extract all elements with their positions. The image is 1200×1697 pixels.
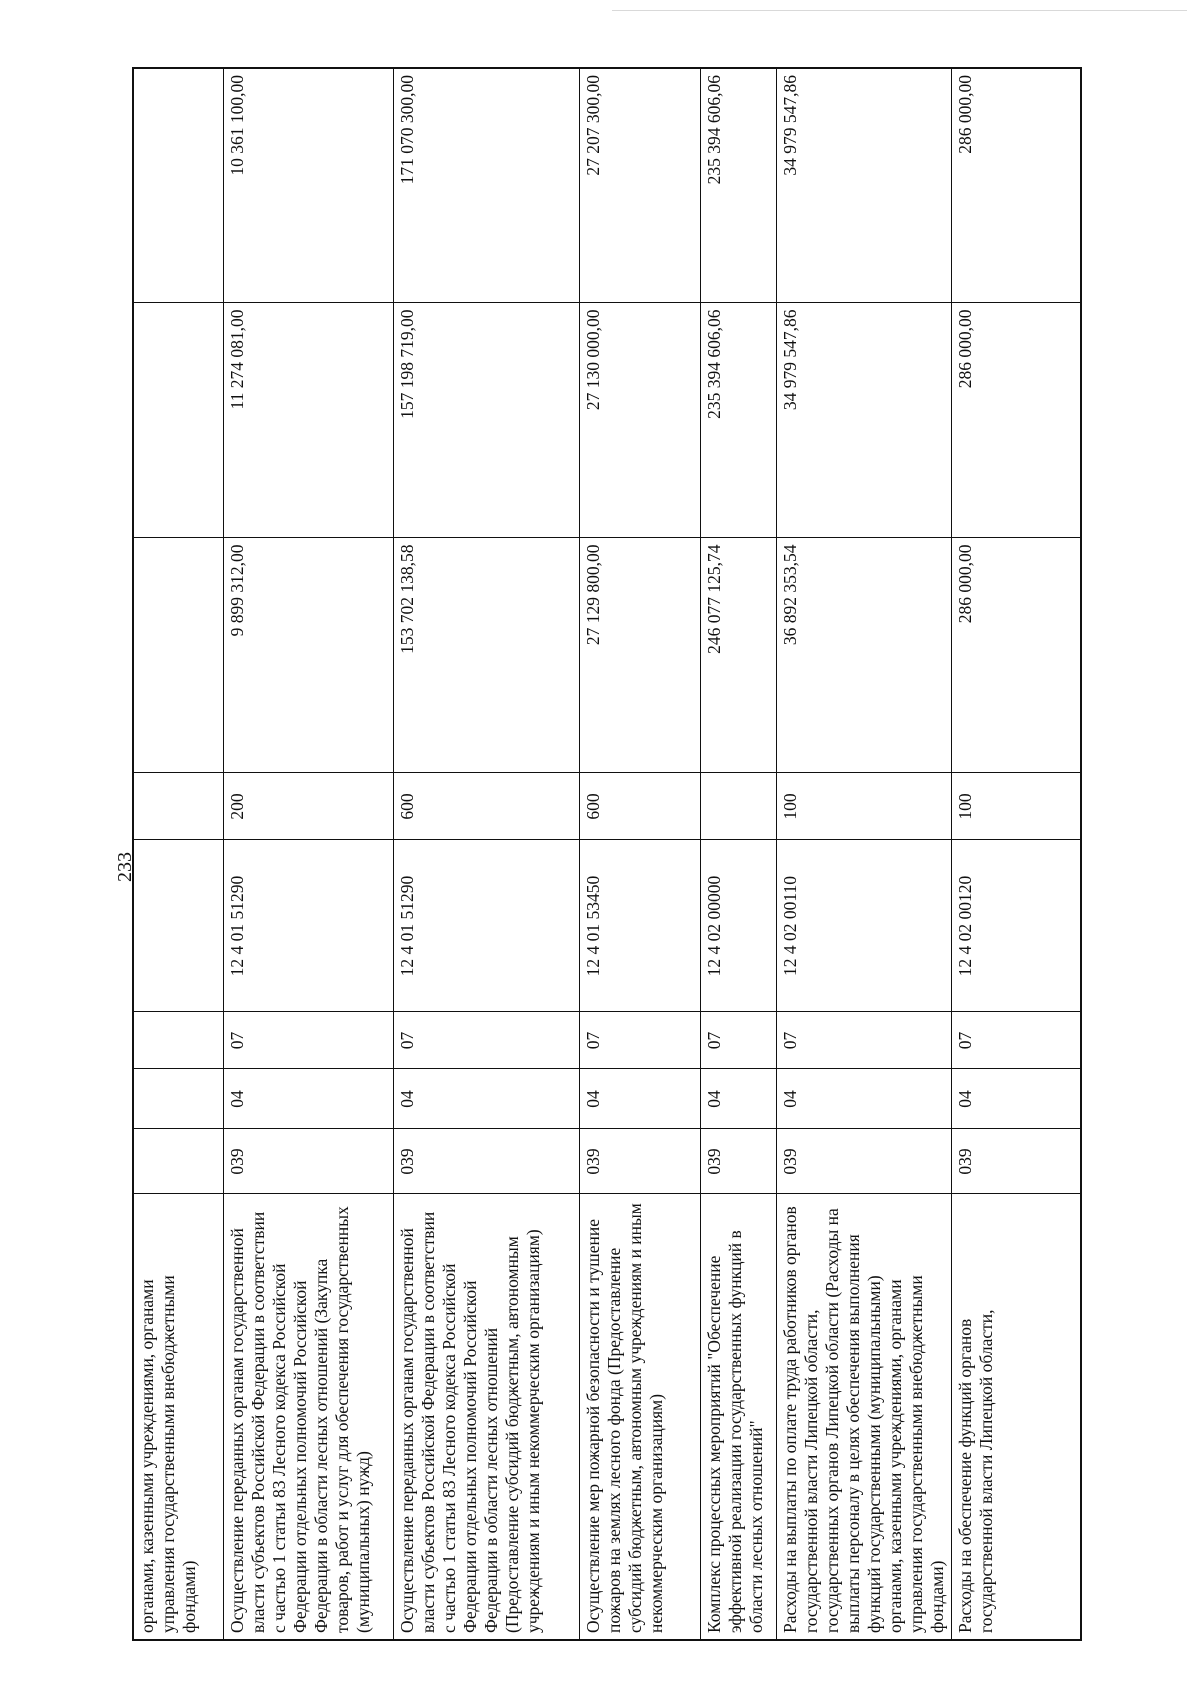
cell-description: Расходы на выплаты по оплате труда работников органов государственной власти Липецкой области, государственных органов Липецкой области (Расходы на выплаты персоналу в целях обеспечения выполнения функций государственными (муниципальными) органами, казенными учреждениями, органами управления государственными внебюджетными фондами): [776, 1194, 951, 1640]
cell-amount-1: 9 899 312,00: [223, 538, 393, 773]
cell-amount-3: [133, 68, 223, 303]
cell-target-article: [133, 840, 223, 1012]
table-row: [579, 68, 700, 1640]
cell-amount-1: 36 892 353,54: [776, 538, 951, 773]
cell-amount-1: [133, 538, 223, 773]
cell-department-code: 039: [951, 1129, 1081, 1194]
cell-amount-2: 11 274 081,00: [223, 303, 393, 538]
cell-section-code: 04: [223, 1069, 393, 1129]
cell-amount-2: 235 394 606,06: [700, 303, 776, 538]
cell-amount-2: 27 130 000,00: [579, 303, 700, 538]
cell-target-article: 12 4 01 51290: [223, 840, 393, 1012]
cell-description: Осуществление мер пожарной безопасности и тушение пожаров на землях лесного фонда (Предоставление субсидий бюджетным, автономным учреждениям и иным некоммерческим организациям): [579, 1194, 700, 1640]
cell-description: органами, казенными учреждениями, органами управления государственными внебюджетными фондами): [133, 1194, 223, 1640]
cell-subsection-code: [133, 1012, 223, 1069]
cell-section-code: 04: [579, 1069, 700, 1129]
cell-subsection-code: 07: [951, 1012, 1081, 1069]
cell-amount-3: 235 394 606,06: [700, 68, 776, 303]
cell-target-article: 12 4 02 00000: [700, 840, 776, 1012]
cell-expense-type: [133, 773, 223, 840]
cell-expense-type: [700, 773, 776, 840]
cell-amount-3: 10 361 100,00: [223, 68, 393, 303]
cell-amount-1: 27 129 800,00: [579, 538, 700, 773]
cell-subsection-code: 07: [776, 1012, 951, 1069]
cell-expense-type: 600: [393, 773, 579, 840]
table-row: [776, 68, 951, 1640]
cell-expense-type: 100: [776, 773, 951, 840]
cell-department-code: 039: [700, 1129, 776, 1194]
cell-expense-type: 200: [223, 773, 393, 840]
rotated-page-content: [132, 69, 1072, 1641]
cell-description: Комплекс процессных мероприятий "Обеспечение эффективной реализации государственных функций в области лесных отношений": [700, 1194, 776, 1640]
cell-target-article: 12 4 02 00120: [951, 840, 1081, 1012]
cell-subsection-code: 07: [700, 1012, 776, 1069]
cell-department-code: 039: [579, 1129, 700, 1194]
cell-target-article: 12 4 01 53450: [579, 840, 700, 1012]
cell-description: Расходы на обеспечение функций органов государственной власти Липецкой области,: [951, 1194, 1081, 1640]
cell-subsection-code: 07: [223, 1012, 393, 1069]
cell-amount-2: [133, 303, 223, 538]
cell-department-code: [133, 1129, 223, 1194]
page-number: 233: [113, 852, 136, 882]
cell-subsection-code: 07: [579, 1012, 700, 1069]
cell-amount-2: 34 979 547,86: [776, 303, 951, 538]
table-row: [133, 68, 223, 1640]
cell-subsection-code: 07: [393, 1012, 579, 1069]
table-body: [133, 68, 1081, 1640]
cell-target-article: 12 4 01 51290: [393, 840, 579, 1012]
cell-expense-type: 100: [951, 773, 1081, 840]
cell-section-code: 04: [951, 1069, 1081, 1129]
cell-amount-3: 286 000,00: [951, 68, 1081, 303]
cell-amount-3: 27 207 300,00: [579, 68, 700, 303]
cell-description: Осуществление переданных органам государственной власти субъектов Российской Федерации в соответствии с частью 1 статьи 83 Лесного кодекса Российской Федерации отдельных полномочий Российской Федерации в области лесных отношений (Закупка товаров, работ и услуг для обеспечения государственных (муниципальных) нужд): [223, 1194, 393, 1640]
cell-amount-2: 157 198 719,00: [393, 303, 579, 538]
cell-department-code: 039: [223, 1129, 393, 1194]
cell-amount-1: 286 000,00: [951, 538, 1081, 773]
cell-amount-3: 171 070 300,00: [393, 68, 579, 303]
cell-target-article: 12 4 02 00110: [776, 840, 951, 1012]
cell-expense-type: 600: [579, 773, 700, 840]
cell-department-code: 039: [393, 1129, 579, 1194]
cell-section-code: 04: [700, 1069, 776, 1129]
cell-section-code: [133, 1069, 223, 1129]
cell-amount-3: 34 979 547,86: [776, 68, 951, 303]
cell-amount-2: 286 000,00: [951, 303, 1081, 538]
cell-department-code: 039: [776, 1129, 951, 1194]
cell-section-code: 04: [393, 1069, 579, 1129]
cell-section-code: 04: [776, 1069, 951, 1129]
cell-amount-1: 153 702 138,58: [393, 538, 579, 773]
cell-amount-1: 246 077 125,74: [700, 538, 776, 773]
table-row: [393, 68, 579, 1640]
budget-table: [132, 67, 1082, 1641]
table-row: [223, 68, 393, 1640]
table-row: [951, 68, 1081, 1640]
table-row: [700, 68, 776, 1640]
cell-description: Осуществление переданных органам государственной власти субъектов Российской Федерации в соответствии с частью 1 статьи 83 Лесного кодекса Российской Федерации отдельных полномочий Российской Федерации в области лесных отношений (Предоставление субсидий бюджетным, автономным учреждениям и иным некоммерческим организациям): [393, 1194, 579, 1640]
scan-edge-line: [612, 10, 1187, 11]
